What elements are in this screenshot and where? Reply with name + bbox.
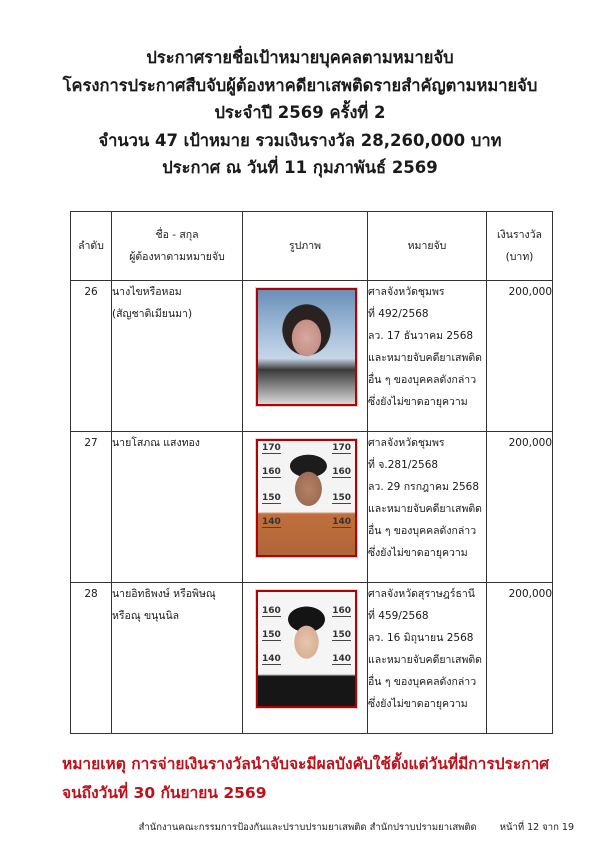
row-no: 28 — [71, 583, 112, 734]
title-line-3: ประจำปี 2569 ครั้งที่ 2 — [214, 103, 386, 122]
title-line-4: จำนวน 47 เป้าหมาย รวมเงินรางวัล 28,260,000 บาท — [98, 130, 502, 150]
announcement-title — [0, 44, 600, 182]
row-no: 27 — [71, 432, 112, 583]
table-row — [71, 432, 553, 583]
row-no: 26 — [71, 281, 112, 432]
title-line-2: โครงการประกาศสืบจับผู้ต้องหาคดียาเสพติดรายสำคัญตามหมายจับ — [62, 75, 538, 95]
col-header-name: ชื่อ - สกุล ผู้ต้องหาตามหมายจับ — [112, 212, 243, 281]
col-header-photo: รูปภาพ — [243, 212, 368, 281]
row-photo — [243, 281, 368, 432]
title-line-5: ประกาศ ณ วันที่ 11 กุมภาพันธ์ 2569 — [162, 158, 438, 177]
mugshot-photo-icon: 160 160 150 150 140 140 — [256, 590, 357, 708]
person-photo-icon — [256, 288, 357, 406]
row-photo — [243, 432, 368, 583]
row-photo — [243, 583, 368, 734]
row-reward: 200,000 — [487, 583, 553, 734]
col-header-reward: เงินรางวัล (บาท) — [487, 212, 553, 281]
table-header-row — [71, 212, 553, 281]
row-reward: 200,000 — [487, 432, 553, 583]
row-warrant: ศาลจังหวัดชุมพร ที่ จ.281/2568 ลว. 29 กรกฎาคม 2568 และหมายจับคดียาเสพติด อื่น ๆ ของบุคคลดังกล่าว ซึ่งยังไม่ขาดอายุความ — [368, 432, 487, 583]
table-row — [71, 281, 553, 432]
row-name: นายโสภณ แสงทอง — [112, 432, 243, 583]
col-header-no: ลำดับ — [71, 212, 112, 281]
table-row — [71, 583, 553, 734]
row-warrant: ศาลจังหวัดสุราษฎร์ธานี ที่ 459/2568 ลว. 16 มิถุนายน 2568 และหมายจับคดียาเสพติด อื่น ๆ ของบุคคลดังกล่าว ซึ่งยังไม่ขาดอายุความ — [368, 583, 487, 734]
page-number: หน้าที่ 12 จาก 19 — [499, 822, 574, 833]
targets-table — [70, 211, 553, 734]
note-line-2: จนถึงวันที่ 30 กันยายน 2569 — [62, 784, 267, 802]
row-name: นางไขหรือหอม (สัญชาติเมียนมา) — [112, 281, 243, 432]
page-footer — [0, 820, 574, 835]
row-reward: 200,000 — [487, 281, 553, 432]
row-name: นายอิทธิพงษ์ หรือพิษณุ หรือณุ ขนุนนิล — [112, 583, 243, 734]
row-warrant: ศาลจังหวัดชุมพร ที่ 492/2568 ลว. 17 ธันวาคม 2568 และหมายจับคดียาเสพติด อื่น ๆ ของบุคคลดังกล่าว ซึ่งยังไม่ขาดอายุความ — [368, 281, 487, 432]
footer-organization: สำนักงานคณะกรรมการป้องกันและปราบปรามยาเสพติด สำนักปราบปรามยาเสพติด — [138, 822, 477, 833]
note-line-1: หมายเหตุ การจ่ายเงินรางวัลนำจับจะมีผลบังคับใช้ตั้งแต่วันที่มีการประกาศ — [62, 755, 550, 773]
col-header-warrant: หมายจับ — [368, 212, 487, 281]
reward-note — [62, 750, 582, 808]
title-line-1: ประกาศรายชื่อเป้าหมายบุคคลตามหมายจับ — [146, 48, 454, 67]
mugshot-photo-icon: 170 170 160 160 150 150 140 140 — [256, 439, 357, 557]
